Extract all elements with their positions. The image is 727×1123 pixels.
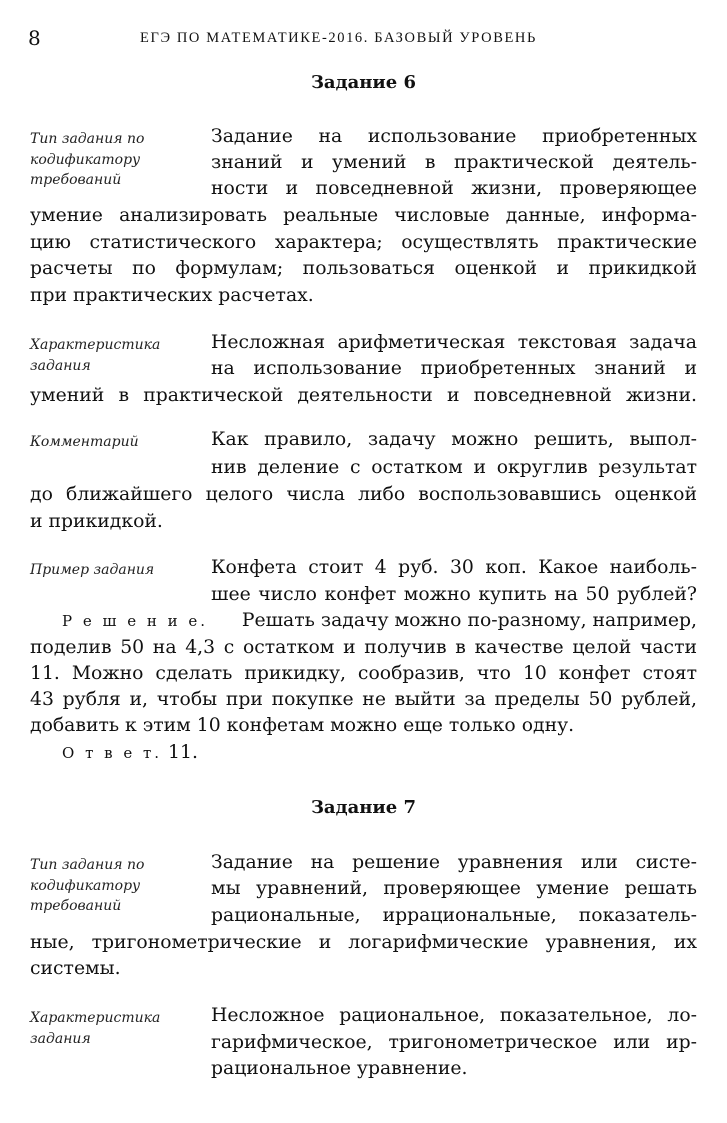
task6-solution-line: 11. Можно сделать прикидку, сообразив, что 10 конфет стоят xyxy=(30,663,697,684)
task6-comment-line: и прикидкой. xyxy=(30,511,163,532)
task6-type-line: Задание на использование приобретенных xyxy=(211,126,697,147)
task7-type-line: системы. xyxy=(30,958,121,979)
task7-type-line: ные, тригонометрические и логарифмические уравнения, их xyxy=(30,932,697,953)
answer-label: О т в е т. xyxy=(62,744,163,762)
task6-solution-line: 43 рубля и, чтобы при покупке не выйти за пределы 50 рублей, xyxy=(30,689,697,710)
task6-comment-label: Комментарий xyxy=(30,434,139,450)
task7-type-line: мы уравнений, проверяющее умение решать xyxy=(211,878,697,899)
task7-type-line: рациональные, иррациональные, показатель- xyxy=(211,905,697,926)
answer-value: 11. xyxy=(168,742,198,763)
task6-type-line: расчеты по формулам; пользоваться оценкой и прикидкой xyxy=(30,258,697,279)
task6-char-label: Характеристика задания xyxy=(30,337,161,374)
task6-example-line: шее число конфет можно купить на 50 рублей? xyxy=(211,584,697,605)
task6-type-line: при практических расчетах. xyxy=(30,285,314,306)
task6-type-line: знаний и умений в практической деятель- xyxy=(211,152,697,173)
task6-solution-line: добавить к этим 10 конфетам можно еще только одну. xyxy=(30,715,575,736)
task6-type-line: ности и повседневной жизни, проверяющее xyxy=(211,178,697,199)
running-head xyxy=(0,26,727,50)
task7-title: Задание 7 xyxy=(310,797,417,818)
task6-example-label: Пример задания xyxy=(30,562,155,578)
task7-char-line: гарифмическое, тригонометрическое или ир- xyxy=(211,1032,697,1053)
task7-char-line: рациональное уравнение. xyxy=(211,1058,468,1079)
running-title: ЕГЭ ПО МАТЕМАТИКЕ-2016. БАЗОВЫЙ УРОВЕНЬ xyxy=(140,30,537,46)
task6-type-line: умение анализировать реальные числовые данные, информа- xyxy=(30,205,697,226)
task7-type-line: Задание на решение уравнения или систе- xyxy=(211,852,697,873)
solution-label: Р е ш е н и е. xyxy=(62,612,209,630)
task6-solution-line: поделив 50 на 4,3 с остатком и получив в качестве целой части xyxy=(30,637,697,658)
task6-char-line: на использование приобретенных знаний и xyxy=(211,358,697,379)
page-number: 8 xyxy=(28,26,41,50)
task7-type-label: Тип задания по кодификатору требований xyxy=(30,857,145,914)
task6-type-label: Тип задания по кодификатору требований xyxy=(30,131,145,188)
task7-char-line: Несложное рациональное, показательное, ло- xyxy=(211,1005,697,1026)
task7-char-label: Характеристика задания xyxy=(30,1010,161,1047)
task6-example-line: Конфета стоит 4 руб. 30 коп. Какое наиболь- xyxy=(211,557,697,578)
task6-comment-line: до ближайшего целого числа либо воспользовавшись оценкой xyxy=(30,484,697,505)
task6-char-line: умений в практической деятельности и повседневной жизни. xyxy=(30,385,697,406)
task6-comment-line: Как правило, задачу можно решить, выпол- xyxy=(211,429,697,450)
task6-solution-first-line xyxy=(62,608,697,634)
solution-first-text: Решать задачу можно по-разному, например, xyxy=(241,610,697,631)
task6-comment-line: нив деление с остатком и округлив результат xyxy=(211,457,697,478)
task6-title: Задание 6 xyxy=(310,72,417,93)
task6-type-line: цию статистического характера; осуществлять практические xyxy=(30,232,697,253)
task6-char-line: Несложная арифметическая текстовая задача xyxy=(211,332,697,353)
task6-answer xyxy=(62,740,198,766)
